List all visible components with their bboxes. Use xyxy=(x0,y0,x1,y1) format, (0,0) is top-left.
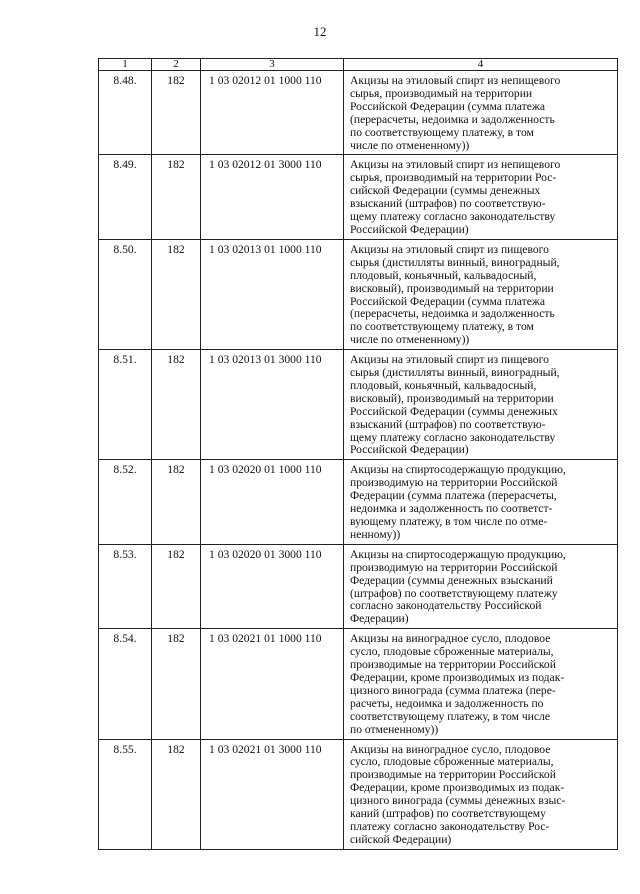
budget-classification-code: 1 03 02012 01 1000 110 xyxy=(201,71,344,155)
description-line: ненному)) xyxy=(350,527,401,541)
admin-code: 182 xyxy=(152,544,201,628)
budget-classification-code: 1 03 02013 01 1000 110 xyxy=(201,239,344,349)
page-number: 12 xyxy=(313,24,327,39)
description-line: сусло, плодовые сброженные материалы, xyxy=(350,645,554,659)
row-number: 8.52. xyxy=(99,460,152,544)
admin-code: 182 xyxy=(152,739,201,849)
row-number: 8.53. xyxy=(99,544,152,628)
column-header-3: 3 xyxy=(201,59,344,71)
row-number: 8.48. xyxy=(99,71,152,155)
description-line: Федерации (суммы денежных взысканий xyxy=(350,573,553,587)
description-line: производимую на территории Российской xyxy=(350,560,558,574)
description-line: производимые на территории Российской xyxy=(350,768,556,782)
table-row xyxy=(99,71,618,155)
description-line: производимые на территории Российской xyxy=(350,658,556,672)
description-line: Акцизы на этиловый спирт из непищевого xyxy=(350,158,561,172)
income-description xyxy=(344,544,618,628)
admin-code: 182 xyxy=(152,155,201,239)
table-row xyxy=(99,155,618,239)
row-number: 8.50. xyxy=(99,239,152,349)
description-line: Федерации) xyxy=(350,612,409,626)
budget-classification-table xyxy=(98,58,618,850)
budget-classification-code: 1 03 02013 01 3000 110 xyxy=(201,350,344,460)
admin-code: 182 xyxy=(152,460,201,544)
table-row xyxy=(99,739,618,849)
description-line: Акцизы на виноградное сусло, плодовое xyxy=(350,632,551,646)
row-number: 8.55. xyxy=(99,739,152,849)
table-row xyxy=(99,629,618,739)
description-line: производимую на территории Российской xyxy=(350,476,558,490)
description-line: Акцизы на виноградное сусло, плодовое xyxy=(350,742,551,756)
admin-code: 182 xyxy=(152,629,201,739)
description-line: числе по отмененному)) xyxy=(350,333,470,347)
column-header-4: 4 xyxy=(344,59,618,71)
description-line: Акцизы на этиловый спирт из пищевого xyxy=(350,242,549,256)
description-line: сусло, плодовые сброженные материалы, xyxy=(350,755,554,769)
description-line: щему платежу согласно законодательству xyxy=(350,430,556,444)
description-line: по отмененному)) xyxy=(350,722,439,736)
description-line: расчеты, недоимка и задолженность по xyxy=(350,696,544,710)
income-description xyxy=(344,460,618,544)
column-header-1: 1 xyxy=(99,59,152,71)
income-description xyxy=(344,239,618,349)
description-line: висковый), производимый на территории xyxy=(350,391,554,405)
description-line: щему платежу согласно законодательству xyxy=(350,210,556,224)
description-line: Акцизы на спиртосодержащую продукцию, xyxy=(350,463,566,477)
description-line: согласно законодательству Российской xyxy=(350,599,542,613)
description-line: плодовый, коньячный, кальвадосный, xyxy=(350,378,537,392)
description-line: Российской Федерации (суммы денежных xyxy=(350,404,558,418)
description-line: сырья (дистилляты винный, виноградный, xyxy=(350,366,560,380)
income-description xyxy=(344,739,618,849)
description-line: сырья, производимый на территории Рос- xyxy=(350,171,557,185)
description-line: вующему платежу, в том числе по отме- xyxy=(350,515,548,528)
table-row xyxy=(99,239,618,349)
row-number: 8.54. xyxy=(99,629,152,739)
description-line: плодовый, коньячный, кальвадосный, xyxy=(350,268,537,282)
budget-classification-code: 1 03 02021 01 3000 110 xyxy=(201,739,344,849)
description-line: Российской Федерации) xyxy=(350,222,469,236)
description-line: числе по отмененному)) xyxy=(350,138,470,152)
description-line: Федерации, кроме производимых из подак- xyxy=(350,781,565,795)
table-row xyxy=(99,544,618,628)
description-line: сийской Федерации (суммы денежных xyxy=(350,184,541,198)
description-line: Акцизы на спиртосодержащую продукцию, xyxy=(350,547,566,561)
description-line: (штрафов) по соответствующему платежу xyxy=(350,586,558,600)
column-header-2: 2 xyxy=(152,59,201,71)
description-line: соответствующему платежу, в том числе xyxy=(350,709,550,723)
admin-code: 182 xyxy=(152,239,201,349)
description-line: взысканий (штрафов) по соответствую- xyxy=(350,197,546,211)
description-line: цизного винограда (суммы денежных взыс- xyxy=(350,794,566,808)
budget-classification-code: 1 03 02020 01 3000 110 xyxy=(201,544,344,628)
table-row xyxy=(99,350,618,460)
admin-code: 182 xyxy=(152,350,201,460)
income-description xyxy=(344,629,618,739)
description-line: Акцизы на этиловый спирт из пищевого xyxy=(350,353,549,367)
income-description xyxy=(344,71,618,155)
description-line: сийской Федерации) xyxy=(350,832,452,846)
budget-classification-code: 1 03 02021 01 1000 110 xyxy=(201,629,344,739)
description-line: по соответствующему платежу, в том xyxy=(350,125,534,139)
budget-classification-code: 1 03 02020 01 1000 110 xyxy=(201,460,344,544)
row-number: 8.49. xyxy=(99,155,152,239)
description-line: Акцизы на этиловый спирт из непищевого xyxy=(350,74,561,87)
income-description xyxy=(344,350,618,460)
description-line: недоимка и задолженность по соответст- xyxy=(350,502,553,516)
description-line: цизного винограда (сумма платежа (пере- xyxy=(350,683,556,697)
description-line: взысканий (штрафов) по соответствую- xyxy=(350,417,546,431)
description-line: по соответствующему платежу, в том xyxy=(350,320,534,334)
description-line: Российской Федерации) xyxy=(350,443,469,457)
table-header-row xyxy=(99,59,618,71)
description-line: каний (штрафов) по соответствующему xyxy=(350,807,546,821)
table-row xyxy=(99,460,618,544)
description-line: сырья, производимый на территории xyxy=(350,86,533,100)
description-line: Российской Федерации (сумма платежа xyxy=(350,99,546,113)
row-number: 8.51. xyxy=(99,350,152,460)
description-line: (перерасчеты, недоимка и задолженность xyxy=(350,307,555,321)
description-line: (перерасчеты, недоимка и задолженность xyxy=(350,112,555,126)
description-line: сырья (дистилляты винный, виноградный, xyxy=(350,255,560,269)
table-body xyxy=(99,71,618,850)
description-line: платежу согласно законодательству Рос- xyxy=(350,819,550,833)
description-line: Федерации (сумма платежа (перерасчеты, xyxy=(350,489,557,503)
budget-classification-code: 1 03 02012 01 3000 110 xyxy=(201,155,344,239)
admin-code: 182 xyxy=(152,71,201,155)
income-description xyxy=(344,155,618,239)
description-line: Российской Федерации (сумма платежа xyxy=(350,294,546,308)
description-line: Федерации, кроме производимых из подак- xyxy=(350,670,565,684)
description-line: висковый), производимый на территории xyxy=(350,281,554,295)
